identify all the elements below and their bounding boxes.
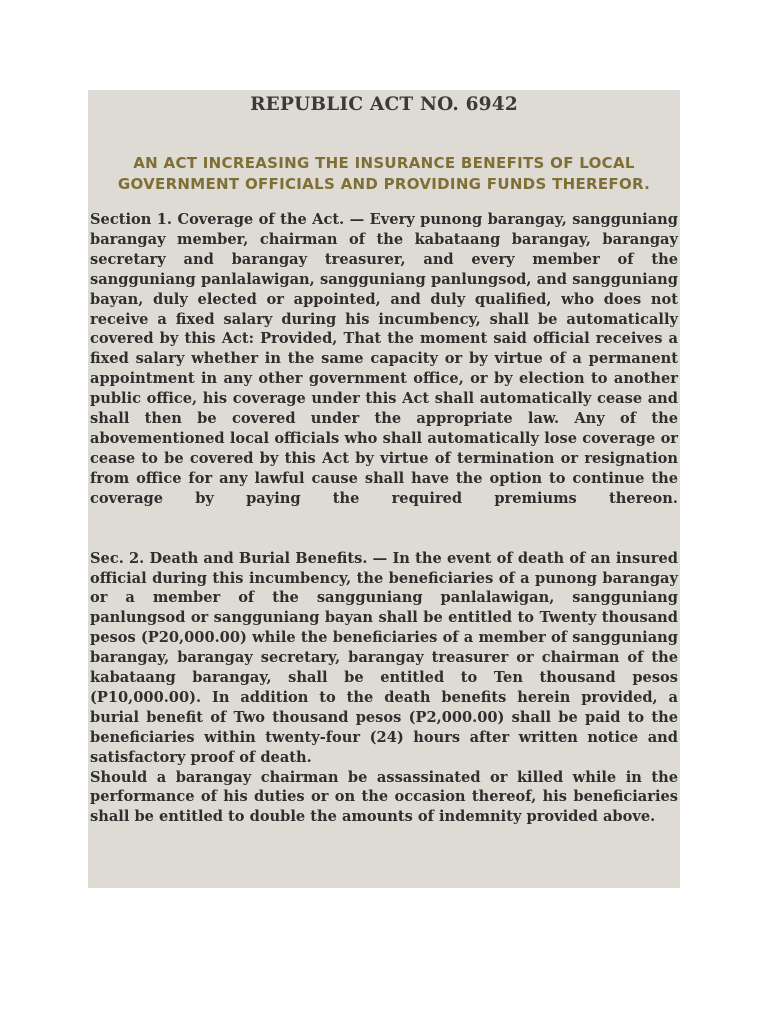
section-2-paragraph [90,549,678,828]
subtitle-line-2: GOVERNMENT OFFICIALS AND PROVIDING FUNDS THEREFOR. [117,175,651,193]
subtitle-line-1: AN ACT INCREASING THE INSURANCE BENEFITS OF LOCAL [133,154,635,172]
section-1-paragraph [90,210,678,509]
section-2-continuation: Should a barangay chairman be assassinated or killed while in the performance of his duties or on the occasion thereof, his beneficiaries shall be entitled to double the amounts of indemnity provided above. [90,768,678,826]
document-page [88,90,680,888]
document-subtitle [90,153,678,195]
section-1-text: Section 1. Coverage of the Act. — Every punong barangay, sangguniang barangay member, chairman of the kabataang barangay, barangay secretary and barangay treasurer, and every member of the sangguniang panlalawigan, sangguniang panlungsod, and sangguniang bayan, duly elected or appointed, and duly qualified, who does not receive a fixed salary during his incumbency, shall be automatically covered by this Act: Provided, That the moment said official receives a fixed salary whether in the same capacity or by virtue of a permanent appointment in any other government office, or by election to another public office, his coverage under this Act shall automatically cease and shall then be covered under the appropriate law. Any of the abovementioned local officials who shall automatically lose coverage or cease to be covered by this Act by virtue of termination or resignation from office for any lawful cause shall have the option to continue the coverage by paying the required premiums thereon. [90,211,678,507]
document-title: REPUBLIC ACT NO. 6942 [250,94,518,115]
section-2-text: Sec. 2. Death and Burial Benefits. — In the event of death of an insured official during this incumbency, the beneficiaries of a punong barangay or a member of the sangguniang panlalawigan, sangguniang panlungsod or sangguniang bayan shall be entitled to Twenty thousand pesos (P20,000.00) while the beneficiaries of a member of sangguniang barangay, barangay secretary, barangay treasurer or chairman of the kabataang barangay, shall be entitled to Ten thousand pesos (P10,000.00). In addition to the death benefits herein provided, a burial benefit of Two thousand pesos (P2,000.00) shall be paid to the beneficiaries within twenty-four (24) hours after written notice and satisfactory proof of death. [90,549,678,766]
